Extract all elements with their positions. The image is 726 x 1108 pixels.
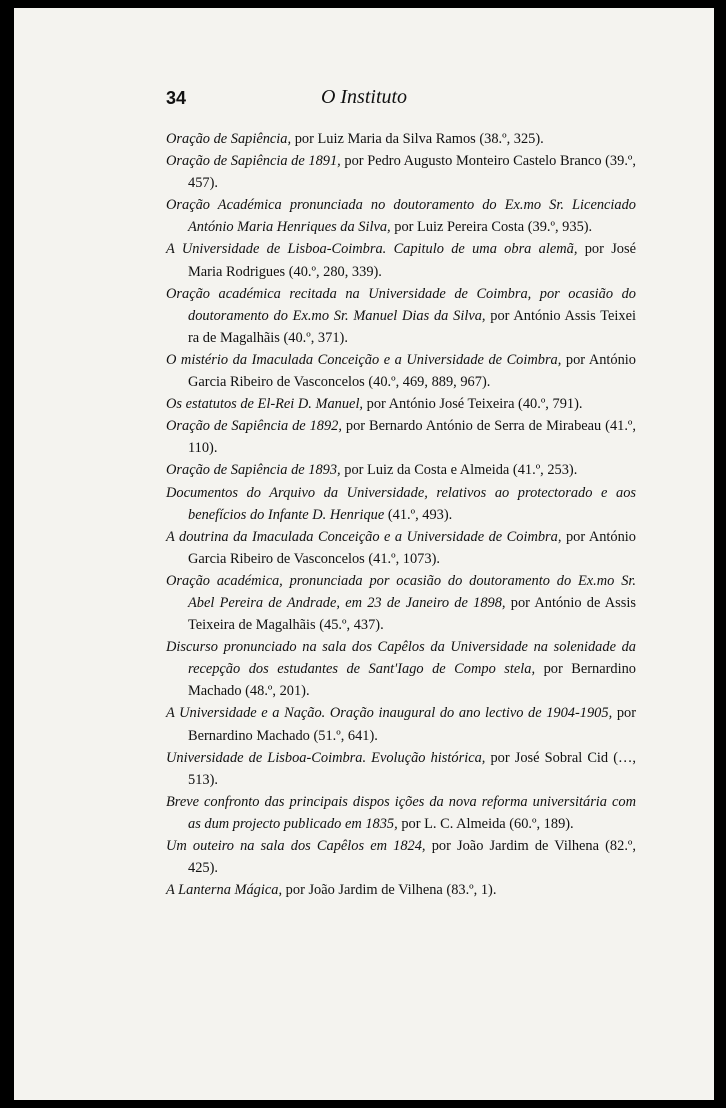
bibliography-entry bbox=[166, 128, 636, 150]
bibliography-entry bbox=[166, 194, 636, 238]
bibliography-entry bbox=[166, 791, 636, 835]
entry-details: por Luiz Pereira Costa (39.º, 935). bbox=[394, 219, 593, 236]
entry-details: por L. C. Almeida (60.º, 189). bbox=[401, 815, 574, 832]
entry-title: Oração de Sapiência de 1893, bbox=[166, 462, 341, 479]
document-page bbox=[14, 8, 714, 1100]
entry-title: Discurso pronunciado na sala dos Capêlos da Universidade na solenidade da recepção dos estudantes de Sant'Iago de Compo stela, bbox=[166, 639, 636, 678]
entry-title: A doutrina da Imaculada Conceição e a Universidade de Coimbra, bbox=[166, 528, 562, 545]
bibliography-entry bbox=[166, 482, 636, 526]
entry-details: por Luiz da Costa e Almeida (41.º, 253). bbox=[344, 462, 578, 479]
entry-details: por Bernardo António de Serra de Mirabeau (41.º, 110). bbox=[188, 418, 636, 457]
entry-title: Oração de Sapiência de 1892, bbox=[166, 418, 342, 435]
entry-details: por Bernardino Machado (51.º, 641). bbox=[188, 705, 636, 744]
bibliography-entry bbox=[166, 349, 636, 393]
bibliography-entry bbox=[166, 283, 636, 349]
bibliography-entry bbox=[166, 570, 636, 636]
entry-details: por José Sobral Cid (…, 513). bbox=[188, 749, 636, 788]
bibliography-entry bbox=[166, 747, 636, 791]
entry-title: Breve confronto das principais dispos ições da nova reforma universitária com as dum projecto publicado em 1835, bbox=[166, 793, 636, 832]
entry-details: por João Jardim de Vilhena (83.º, 1). bbox=[285, 882, 497, 899]
entry-title: Universidade de Lisboa-Coimbra. Evolução histórica, bbox=[166, 749, 486, 766]
entry-title: Oração de Sapiência, bbox=[166, 131, 292, 147]
entry-title: A Universidade e a Nação. Oração inaugural do ano lectivo de 1904-1905, bbox=[166, 705, 613, 722]
bibliography-entry bbox=[166, 636, 636, 702]
entry-details: por Bernardino Machado (48.º, 201). bbox=[188, 661, 636, 700]
entry-title: Um outeiro na sala dos Capêlos em 1824, bbox=[166, 838, 426, 854]
entry-title: Oração de Sapiência de 1891, bbox=[166, 153, 341, 170]
entry-title: A Lanterna Mágica, bbox=[166, 882, 283, 899]
entry-details: por José Maria Rodrigues (40.º, 280, 339). bbox=[188, 241, 636, 280]
entry-details: por João Jardim de Vilhena (82.º, 425). bbox=[188, 838, 636, 877]
bibliography-entry bbox=[166, 879, 636, 901]
bibliography-entry bbox=[166, 238, 636, 282]
entry-title: Oração académica, pronunciada por ocasião do doutoramento do Ex.mo Sr. Abel Pereira de Andrade, em 23 de Janeiro de 1898, bbox=[166, 572, 636, 611]
entry-title: Os estatutos de El-Rei D. Manuel, bbox=[166, 396, 364, 413]
bibliography-entry bbox=[166, 526, 636, 570]
page-number: 34 bbox=[166, 88, 187, 108]
bibliography-entry bbox=[166, 150, 636, 194]
bibliography-entry bbox=[166, 835, 636, 879]
bibliography-entry bbox=[166, 459, 636, 481]
bibliography-entry bbox=[166, 393, 636, 415]
entry-title: O mistério da Imaculada Conceição e a Universidade de Coimbra, bbox=[166, 351, 562, 368]
entry-details: por António José Teixeira (40.º, 791). bbox=[366, 396, 583, 413]
entry-details: por Pedro Augusto Monteiro Castelo Branco (39.º, 457). bbox=[188, 153, 636, 192]
bibliography-list bbox=[166, 128, 636, 901]
entry-title: Documentos do Arquivo da Universidade, relativos ao protectorado e aos benefícios do Infante D. Henrique bbox=[166, 484, 636, 523]
entry-details: por António Garcia Ribeiro de Vasconcelos (40.º, 469, 889, 967). bbox=[188, 351, 637, 391]
running-title: O Instituto bbox=[320, 86, 408, 108]
entry-title: Oração académica recitada na Universidade de Coimbra, por ocasião do doutoramento do Ex.mo Sr. Manuel Dias da Silva, bbox=[166, 285, 636, 324]
entry-title: Oração Académica pronunciada no doutoramento do Ex.mo Sr. Licenciado António Maria Henriques da Silva, bbox=[166, 197, 636, 236]
entry-details: por António de Assis Teixeira de Magalhãis (45.º, 437). bbox=[188, 594, 636, 634]
bibliography-entry bbox=[166, 415, 636, 459]
entry-details: (41.º, 493). bbox=[387, 506, 453, 523]
entry-details: por António Assis Teixei ra de Magalhãis (40.º, 371). bbox=[188, 307, 636, 346]
bibliography-entry bbox=[166, 702, 636, 746]
entry-title: A Universidade de Lisboa-Coimbra. Capitulo de uma obra alemã, bbox=[166, 241, 578, 258]
entry-details: por António Garcia Ribeiro de Vasconcelos (41.º, 1073). bbox=[188, 528, 636, 567]
entry-details: por Luiz Maria da Silva Ramos (38.º, 325). bbox=[294, 131, 544, 147]
